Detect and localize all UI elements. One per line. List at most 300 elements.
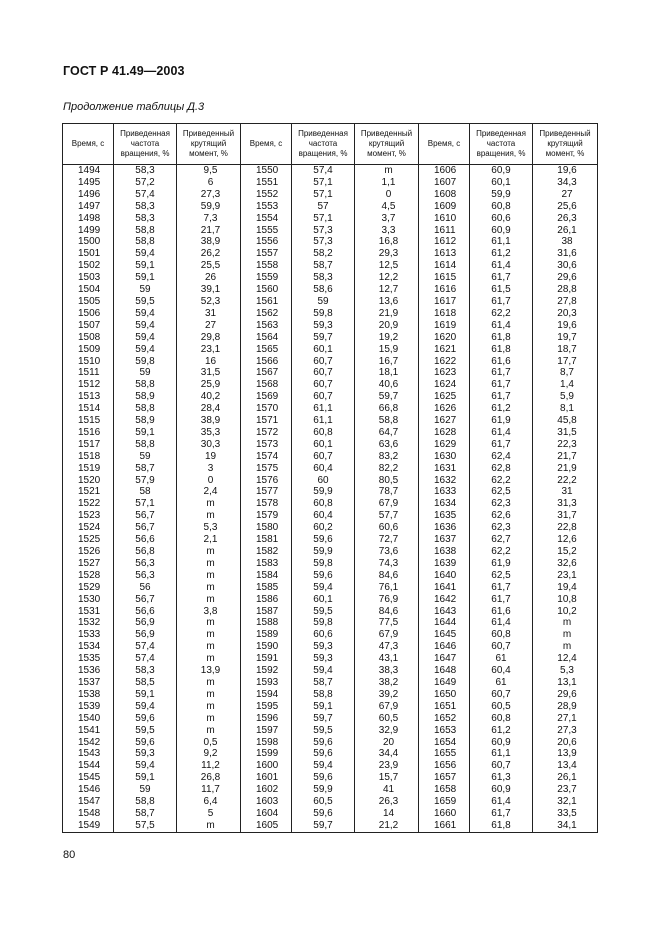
- column-header-torque: Приведенный крутящий момент, %: [533, 124, 598, 165]
- table-row: [63, 344, 598, 356]
- cell-speed: 58,3: [292, 272, 355, 284]
- cell-speed: 57,2: [114, 177, 177, 189]
- cell-torque: 31,7: [533, 510, 598, 522]
- table-row: [63, 248, 598, 260]
- cell-torque: 5: [177, 808, 241, 820]
- cell-torque: 33,5: [533, 808, 598, 820]
- cell-speed: 56,8: [114, 546, 177, 558]
- cell-speed: 61,4: [470, 617, 533, 629]
- cell-time: 1565: [241, 344, 292, 356]
- table-row: [63, 737, 598, 749]
- cell-torque: 5,3: [177, 522, 241, 534]
- cell-speed: 62,8: [470, 463, 533, 475]
- table-row: [63, 213, 598, 225]
- cell-speed: 57,1: [292, 177, 355, 189]
- cell-speed: 59,4: [114, 320, 177, 332]
- cell-speed: 60,9: [470, 225, 533, 237]
- cell-speed: 61,8: [470, 344, 533, 356]
- table-row: [63, 606, 598, 618]
- cell-torque: 19,6: [533, 320, 598, 332]
- table-row: [63, 713, 598, 725]
- cell-time: 1519: [63, 463, 114, 475]
- cell-time: 1529: [63, 582, 114, 594]
- cell-time: 1627: [419, 415, 470, 427]
- cell-speed: 60,9: [470, 784, 533, 796]
- cell-speed: 59,9: [292, 546, 355, 558]
- cell-speed: 59,3: [292, 320, 355, 332]
- cell-speed: 60,7: [470, 641, 533, 653]
- cell-speed: 59,1: [114, 272, 177, 284]
- cell-time: 1515: [63, 415, 114, 427]
- cell-speed: 58,8: [114, 403, 177, 415]
- table-row: [63, 689, 598, 701]
- cell-torque: 84,6: [355, 606, 419, 618]
- cell-time: 1632: [419, 475, 470, 487]
- cell-time: 1639: [419, 558, 470, 570]
- cell-time: 1548: [63, 808, 114, 820]
- cell-speed: 57,3: [292, 236, 355, 248]
- cell-torque: 27,1: [533, 713, 598, 725]
- cell-time: 1501: [63, 248, 114, 260]
- cell-torque: 27,3: [533, 725, 598, 737]
- cell-torque: 67,9: [355, 629, 419, 641]
- cell-torque: 21,9: [355, 308, 419, 320]
- cell-speed: 61,1: [470, 748, 533, 760]
- cell-time: 1651: [419, 701, 470, 713]
- cell-torque: 3,3: [355, 225, 419, 237]
- cell-torque: 74,3: [355, 558, 419, 570]
- cell-time: 1573: [241, 439, 292, 451]
- cell-time: 1523: [63, 510, 114, 522]
- cell-torque: 7,3: [177, 213, 241, 225]
- cell-speed: 61,5: [470, 284, 533, 296]
- cell-time: 1595: [241, 701, 292, 713]
- cell-torque: 9,2: [177, 748, 241, 760]
- cell-time: 1494: [63, 165, 114, 177]
- cell-speed: 57,1: [292, 189, 355, 201]
- cell-time: 1586: [241, 594, 292, 606]
- column-header-torque: Приведенный крутящий момент, %: [177, 124, 241, 165]
- cell-time: 1551: [241, 177, 292, 189]
- cell-speed: 58,8: [114, 379, 177, 391]
- cell-torque: 57,7: [355, 510, 419, 522]
- cell-torque: 9,5: [177, 165, 241, 177]
- table-row: [63, 641, 598, 653]
- cell-torque: 83,2: [355, 451, 419, 463]
- cell-speed: 62,4: [470, 451, 533, 463]
- cell-speed: 62,5: [470, 486, 533, 498]
- cell-torque: 38,2: [355, 677, 419, 689]
- cell-time: 1618: [419, 308, 470, 320]
- cell-time: 1540: [63, 713, 114, 725]
- table-row: [63, 486, 598, 498]
- cell-time: 1580: [241, 522, 292, 534]
- cell-torque: 32,6: [533, 558, 598, 570]
- cell-speed: 59,3: [292, 641, 355, 653]
- cell-torque: 31,3: [533, 498, 598, 510]
- cell-speed: 60,6: [292, 629, 355, 641]
- table-row: [63, 439, 598, 451]
- cell-speed: 61,2: [470, 725, 533, 737]
- cell-speed: 61,6: [470, 606, 533, 618]
- cell-torque: 31,5: [533, 427, 598, 439]
- table-row: [63, 308, 598, 320]
- cell-time: 1563: [241, 320, 292, 332]
- cell-time: 1648: [419, 665, 470, 677]
- cell-time: 1553: [241, 201, 292, 213]
- cell-speed: 59,5: [292, 606, 355, 618]
- cell-time: 1559: [241, 272, 292, 284]
- cell-time: 1584: [241, 570, 292, 582]
- cell-torque: 12,7: [355, 284, 419, 296]
- table-row: [63, 367, 598, 379]
- cell-speed: 59,9: [292, 784, 355, 796]
- table-row: [63, 225, 598, 237]
- cell-speed: 61,6: [470, 356, 533, 368]
- cell-torque: 12,4: [533, 653, 598, 665]
- cell-time: 1577: [241, 486, 292, 498]
- cell-speed: 60,7: [292, 367, 355, 379]
- cell-time: 1656: [419, 760, 470, 772]
- cell-torque: m: [177, 617, 241, 629]
- cell-torque: 5,3: [533, 665, 598, 677]
- cell-torque: 18,1: [355, 367, 419, 379]
- cell-speed: 60,1: [470, 177, 533, 189]
- cell-time: 1547: [63, 796, 114, 808]
- cell-time: 1498: [63, 213, 114, 225]
- cell-time: 1505: [63, 296, 114, 308]
- cell-speed: 61,7: [470, 582, 533, 594]
- cell-time: 1603: [241, 796, 292, 808]
- cell-speed: 59,4: [292, 582, 355, 594]
- cell-torque: 1,4: [533, 379, 598, 391]
- cell-torque: 59,7: [355, 391, 419, 403]
- table-row: [63, 272, 598, 284]
- cell-speed: 58,3: [114, 665, 177, 677]
- cell-time: 1533: [63, 629, 114, 641]
- cell-torque: 22,3: [533, 439, 598, 451]
- cell-speed: 57,9: [114, 475, 177, 487]
- cell-torque: 72,7: [355, 534, 419, 546]
- table-row: [63, 570, 598, 582]
- cell-speed: 58,3: [114, 201, 177, 213]
- cell-time: 1497: [63, 201, 114, 213]
- table-row: [63, 284, 598, 296]
- cell-torque: 15,2: [533, 546, 598, 558]
- cell-time: 1594: [241, 689, 292, 701]
- cell-time: 1612: [419, 236, 470, 248]
- cell-torque: 15,9: [355, 344, 419, 356]
- cell-torque: 21,7: [177, 225, 241, 237]
- cell-time: 1581: [241, 534, 292, 546]
- cell-time: 1649: [419, 677, 470, 689]
- cell-torque: 12,2: [355, 272, 419, 284]
- cell-torque: 38,9: [177, 236, 241, 248]
- cell-torque: 35,3: [177, 427, 241, 439]
- cell-torque: 3,8: [177, 606, 241, 618]
- cell-speed: 61: [470, 653, 533, 665]
- cell-time: 1527: [63, 558, 114, 570]
- cell-time: 1661: [419, 820, 470, 832]
- column-header-time: Время, с: [419, 124, 470, 165]
- cell-torque: 31: [177, 308, 241, 320]
- cell-speed: 60,7: [292, 356, 355, 368]
- cell-torque: m: [177, 629, 241, 641]
- cell-torque: 20: [355, 737, 419, 749]
- cell-torque: 6,4: [177, 796, 241, 808]
- cell-time: 1537: [63, 677, 114, 689]
- table-row: [63, 677, 598, 689]
- cell-time: 1606: [419, 165, 470, 177]
- table-row: [63, 379, 598, 391]
- cell-torque: m: [355, 165, 419, 177]
- cell-torque: 21,9: [533, 463, 598, 475]
- cell-speed: 59,6: [292, 772, 355, 784]
- cell-speed: 59,4: [114, 760, 177, 772]
- cell-time: 1658: [419, 784, 470, 796]
- cell-speed: 56,9: [114, 617, 177, 629]
- cell-speed: 60,7: [470, 760, 533, 772]
- cell-torque: 23,1: [177, 344, 241, 356]
- cell-time: 1512: [63, 379, 114, 391]
- cell-time: 1644: [419, 617, 470, 629]
- cell-time: 1561: [241, 296, 292, 308]
- cell-speed: 57,3: [292, 225, 355, 237]
- table-row: [63, 510, 598, 522]
- cell-speed: 62,2: [470, 308, 533, 320]
- cell-time: 1569: [241, 391, 292, 403]
- cell-time: 1525: [63, 534, 114, 546]
- cell-torque: m: [177, 594, 241, 606]
- cell-torque: m: [177, 510, 241, 522]
- cell-time: 1643: [419, 606, 470, 618]
- cell-time: 1564: [241, 332, 292, 344]
- cell-speed: 60,1: [292, 594, 355, 606]
- cell-time: 1602: [241, 784, 292, 796]
- cell-speed: 58,8: [114, 236, 177, 248]
- table-row: [63, 665, 598, 677]
- cell-speed: 59,3: [292, 653, 355, 665]
- cell-speed: 62,2: [470, 546, 533, 558]
- cell-torque: 27,8: [533, 296, 598, 308]
- cell-speed: 61,9: [470, 558, 533, 570]
- cell-torque: 20,9: [355, 320, 419, 332]
- cell-speed: 61,7: [470, 594, 533, 606]
- cell-speed: 60,8: [470, 629, 533, 641]
- cell-time: 1641: [419, 582, 470, 594]
- cell-time: 1507: [63, 320, 114, 332]
- cell-torque: m: [533, 641, 598, 653]
- table-row: [63, 784, 598, 796]
- cell-time: 1636: [419, 522, 470, 534]
- cell-torque: 25,9: [177, 379, 241, 391]
- cell-time: 1509: [63, 344, 114, 356]
- cell-speed: 60,9: [470, 165, 533, 177]
- cell-speed: 60,4: [292, 463, 355, 475]
- cell-speed: 58,7: [292, 260, 355, 272]
- cell-speed: 58,6: [292, 284, 355, 296]
- cell-time: 1520: [63, 475, 114, 487]
- cell-torque: m: [177, 689, 241, 701]
- cell-speed: 59,8: [114, 356, 177, 368]
- cell-torque: 2,4: [177, 486, 241, 498]
- cell-time: 1655: [419, 748, 470, 760]
- cell-speed: 60,5: [470, 701, 533, 713]
- cell-time: 1622: [419, 356, 470, 368]
- cell-time: 1591: [241, 653, 292, 665]
- cell-speed: 58,8: [114, 439, 177, 451]
- cell-torque: 60,6: [355, 522, 419, 534]
- table-row: [63, 653, 598, 665]
- cell-speed: 59: [114, 784, 177, 796]
- cell-torque: 66,8: [355, 403, 419, 415]
- table-body: [63, 165, 598, 833]
- cell-time: 1557: [241, 248, 292, 260]
- cell-time: 1560: [241, 284, 292, 296]
- cell-torque: 31,6: [533, 248, 598, 260]
- cell-torque: m: [177, 570, 241, 582]
- table-row: [63, 582, 598, 594]
- table-row: [63, 594, 598, 606]
- table-row: [63, 534, 598, 546]
- cell-torque: 67,9: [355, 701, 419, 713]
- cell-torque: 11,2: [177, 760, 241, 772]
- cell-torque: 3,7: [355, 213, 419, 225]
- column-header-time: Время, с: [241, 124, 292, 165]
- cell-torque: m: [177, 558, 241, 570]
- cell-time: 1621: [419, 344, 470, 356]
- cell-time: 1534: [63, 641, 114, 653]
- cell-torque: 60,5: [355, 713, 419, 725]
- cell-torque: 31: [533, 486, 598, 498]
- cell-time: 1628: [419, 427, 470, 439]
- cell-speed: 58,9: [114, 415, 177, 427]
- cell-time: 1526: [63, 546, 114, 558]
- cell-time: 1524: [63, 522, 114, 534]
- cell-time: 1506: [63, 308, 114, 320]
- cell-speed: 59,1: [114, 689, 177, 701]
- cell-time: 1583: [241, 558, 292, 570]
- cell-speed: 59,8: [292, 558, 355, 570]
- cell-torque: 34,1: [533, 820, 598, 832]
- cell-torque: 28,8: [533, 284, 598, 296]
- table-row: [63, 546, 598, 558]
- cell-torque: 0,5: [177, 737, 241, 749]
- table-row: [63, 725, 598, 737]
- cell-torque: 23,1: [533, 570, 598, 582]
- cell-speed: 58,7: [114, 463, 177, 475]
- cell-time: 1572: [241, 427, 292, 439]
- cell-time: 1582: [241, 546, 292, 558]
- cell-time: 1578: [241, 498, 292, 510]
- cell-time: 1570: [241, 403, 292, 415]
- cell-speed: 62,5: [470, 570, 533, 582]
- cell-speed: 61,1: [470, 236, 533, 248]
- cell-time: 1549: [63, 820, 114, 832]
- cell-time: 1528: [63, 570, 114, 582]
- cell-time: 1607: [419, 177, 470, 189]
- cell-torque: 34,3: [533, 177, 598, 189]
- cell-torque: 40,2: [177, 391, 241, 403]
- cell-time: 1660: [419, 808, 470, 820]
- cell-speed: 61,4: [470, 320, 533, 332]
- cell-torque: 78,7: [355, 486, 419, 498]
- cell-speed: 60,7: [292, 451, 355, 463]
- table-caption: Продолжение таблицы Д.3: [63, 101, 205, 113]
- cell-time: 1500: [63, 236, 114, 248]
- table-row: [63, 558, 598, 570]
- cell-time: 1610: [419, 213, 470, 225]
- cell-torque: 25,5: [177, 260, 241, 272]
- column-header-torque: Приведенный крутящий момент, %: [355, 124, 419, 165]
- cell-torque: 28,9: [533, 701, 598, 713]
- cell-torque: 19: [177, 451, 241, 463]
- cell-speed: 59,4: [114, 308, 177, 320]
- cell-torque: 32,1: [533, 796, 598, 808]
- cell-speed: 56,7: [114, 594, 177, 606]
- cell-torque: 58,8: [355, 415, 419, 427]
- cell-torque: 13,6: [355, 296, 419, 308]
- cell-torque: 32,9: [355, 725, 419, 737]
- cell-speed: 60,7: [292, 391, 355, 403]
- cell-torque: 82,2: [355, 463, 419, 475]
- cell-time: 1499: [63, 225, 114, 237]
- cell-torque: 29,8: [177, 332, 241, 344]
- table-row: [63, 498, 598, 510]
- cell-time: 1646: [419, 641, 470, 653]
- cell-speed: 59,7: [292, 820, 355, 832]
- cell-time: 1503: [63, 272, 114, 284]
- cell-time: 1613: [419, 248, 470, 260]
- cell-torque: 45,8: [533, 415, 598, 427]
- cell-torque: 29,6: [533, 272, 598, 284]
- cell-speed: 59,1: [292, 701, 355, 713]
- cell-time: 1544: [63, 760, 114, 772]
- cell-torque: 29,6: [533, 689, 598, 701]
- cell-torque: 17,7: [533, 356, 598, 368]
- cell-speed: 59,3: [114, 748, 177, 760]
- cell-time: 1555: [241, 225, 292, 237]
- cell-speed: 57: [292, 201, 355, 213]
- cell-torque: 2,1: [177, 534, 241, 546]
- cell-torque: 13,9: [533, 748, 598, 760]
- page-number: 80: [63, 849, 76, 861]
- cell-torque: 26,3: [355, 796, 419, 808]
- cell-time: 1630: [419, 451, 470, 463]
- column-header-speed: Приведенная частота вращения, %: [470, 124, 533, 165]
- table-row: [63, 332, 598, 344]
- table-header-row: [63, 124, 598, 165]
- cell-torque: 77,5: [355, 617, 419, 629]
- cell-torque: m: [533, 617, 598, 629]
- cell-torque: 18,7: [533, 344, 598, 356]
- cell-time: 1558: [241, 260, 292, 272]
- cell-time: 1633: [419, 486, 470, 498]
- cell-time: 1514: [63, 403, 114, 415]
- cell-speed: 59,7: [292, 332, 355, 344]
- cell-speed: 58,7: [292, 677, 355, 689]
- cell-speed: 61,7: [470, 367, 533, 379]
- cell-time: 1638: [419, 546, 470, 558]
- cell-time: 1600: [241, 760, 292, 772]
- cell-torque: m: [177, 653, 241, 665]
- cell-speed: 59,4: [292, 760, 355, 772]
- cell-speed: 57,4: [114, 653, 177, 665]
- cell-speed: 61,7: [470, 391, 533, 403]
- cell-torque: 23,7: [533, 784, 598, 796]
- cell-speed: 59: [114, 451, 177, 463]
- cell-time: 1567: [241, 367, 292, 379]
